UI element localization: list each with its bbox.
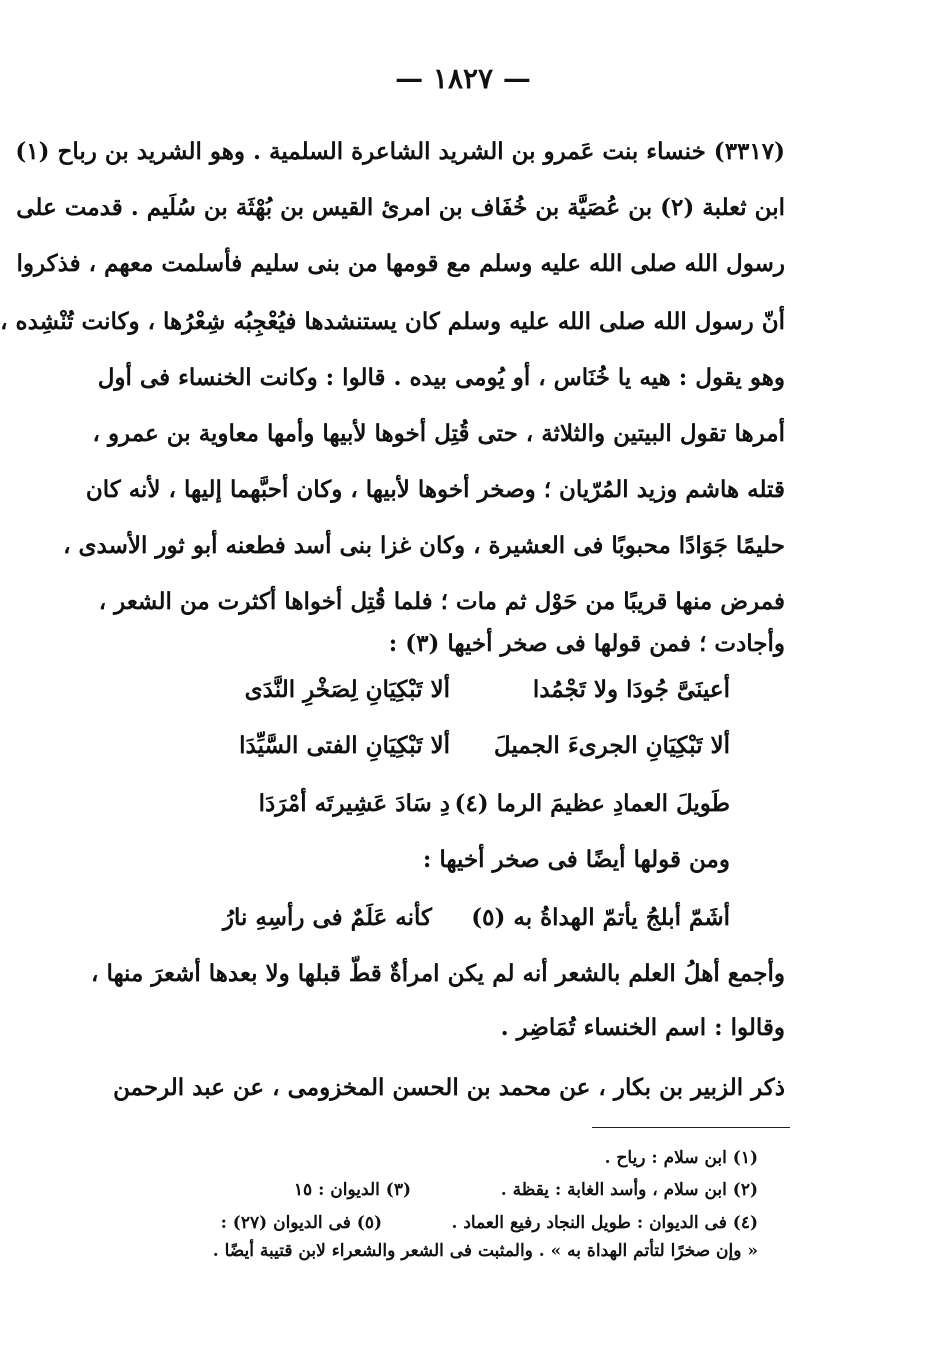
body-line: أنّ رسول الله صلى الله عليه وسلم كان يستنشدها فيُعْجِبُه شِعْرُها ، وكانت تُنْشِده ، <box>0 308 785 335</box>
verse-first-hemistich: أعينَىَّ جُودَا ولا تَجْمُدا <box>532 676 730 703</box>
verse-first-hemistich: ألا تَبْكِيَانِ الجرىءَ الجميلَ <box>493 732 730 759</box>
body-line: حليمًا جَوَادًا محبوبًا فى العشيرة ، وكان غزا بنى أسد فطعنه أبو ثور الأسدى ، <box>63 532 785 559</box>
last-line-block <box>113 1074 785 1120</box>
footnote-1: (١) ابن سلام : رياح . <box>604 1148 758 1168</box>
verse-first-hemistich: طَويلَ العمادِ عظيمَ الرما (٤) <box>454 790 730 817</box>
body-line: ذكر الزبير بن بكار ، عن محمد بن الحسن المخزومى ، عن عبد الرحمن <box>113 1074 785 1101</box>
main-text <box>0 138 785 660</box>
body-line: أمرها تقول البيتين والثلاثة ، حتى قُتِل أخوها لأبيها وأمها معاوية بن عمرو ، <box>92 420 785 447</box>
footnote-3: (٣) الديوان : ١٥ <box>293 1180 411 1200</box>
page-number: — ١٨٢٧ — <box>395 62 531 95</box>
body-line: ابن ثعلبة (٢) بن عُصَيَّة بن خُفَاف بن امرئ القيس بن بُهْثَة بن سُلَيم . قدمت على <box>16 194 785 221</box>
body-line: (٣٣١٧) خنساء بنت عَمرو بن الشريد الشاعرة السلمية . وهو الشريد بن رباح (١) <box>15 138 785 165</box>
body-line: وقالوا : اسم الخنساء تُمَاضِر . <box>500 1014 785 1041</box>
verse-first-hemistich: أشَمّ أبلجُ يأتمّ الهداةُ به (٥) <box>471 904 730 931</box>
verse-second-hemistich: ألا تَبْكِيَانِ لِصَخْرِ النَّدَى <box>244 676 450 703</box>
closing-text <box>91 960 785 1082</box>
footnote-2: (٢) ابن سلام ، وأسد الغابة : يقظة . <box>500 1180 758 1200</box>
body-line: فمرض منها قريبًا من حَوْل ثم مات ؛ فلما قُتِل أخواها أكثرت من الشعر ، <box>98 588 785 615</box>
footnote-5-quote: « وإن صخرًا لتأتم الهداة به » . والمثبت فى الشعر والشعراء لابن قتيبة أيضًا . <box>212 1241 758 1261</box>
footnote-5: (٥) فى الديوان (٢٧) : <box>220 1213 382 1233</box>
body-line: وأجمع أهلُ العلم بالشعر أنه لم يكن امرأةٌ قطّ قبلها ولا بعدها أشعرَ منها ، <box>91 960 785 987</box>
verse-second-hemistich: دِ سَادَ عَشِيرتَه أمْرَدَا <box>258 790 450 817</box>
footnote-4: (٤) فى الديوان : طويل النجاد رفيع العماد . <box>451 1213 758 1233</box>
footnote-divider <box>592 1127 790 1128</box>
body-line: وأجادت ؛ فمن قولها فى صخر أخيها (٣) : <box>388 630 785 657</box>
verse-second-hemistich: كأنه عَلَمٌ فى رأسِهِ نارُ <box>222 904 432 931</box>
body-line: رسول الله صلى الله عليه وسلم مع قومها من بنى سليم فأسلمت معهم ، فذكروا <box>16 250 785 277</box>
poem-intro: ومن قولها أيضًا فى صخر أخيها : <box>422 846 730 873</box>
verse-second-hemistich: ألا تَبْكِيَانِ الفتى السَّيِّدَا <box>239 732 450 759</box>
body-line: وهو يقول : هيه يا خُنَاس ، أو يُومى بيده . قالوا : وكانت الخنساء فى أول <box>97 364 785 391</box>
body-line: قتله هاشم وزيد المُرّيان ؛ وصخر أخوها لأبيها ، وكان أحبَّهما إليها ، لأنه كان <box>85 476 785 503</box>
